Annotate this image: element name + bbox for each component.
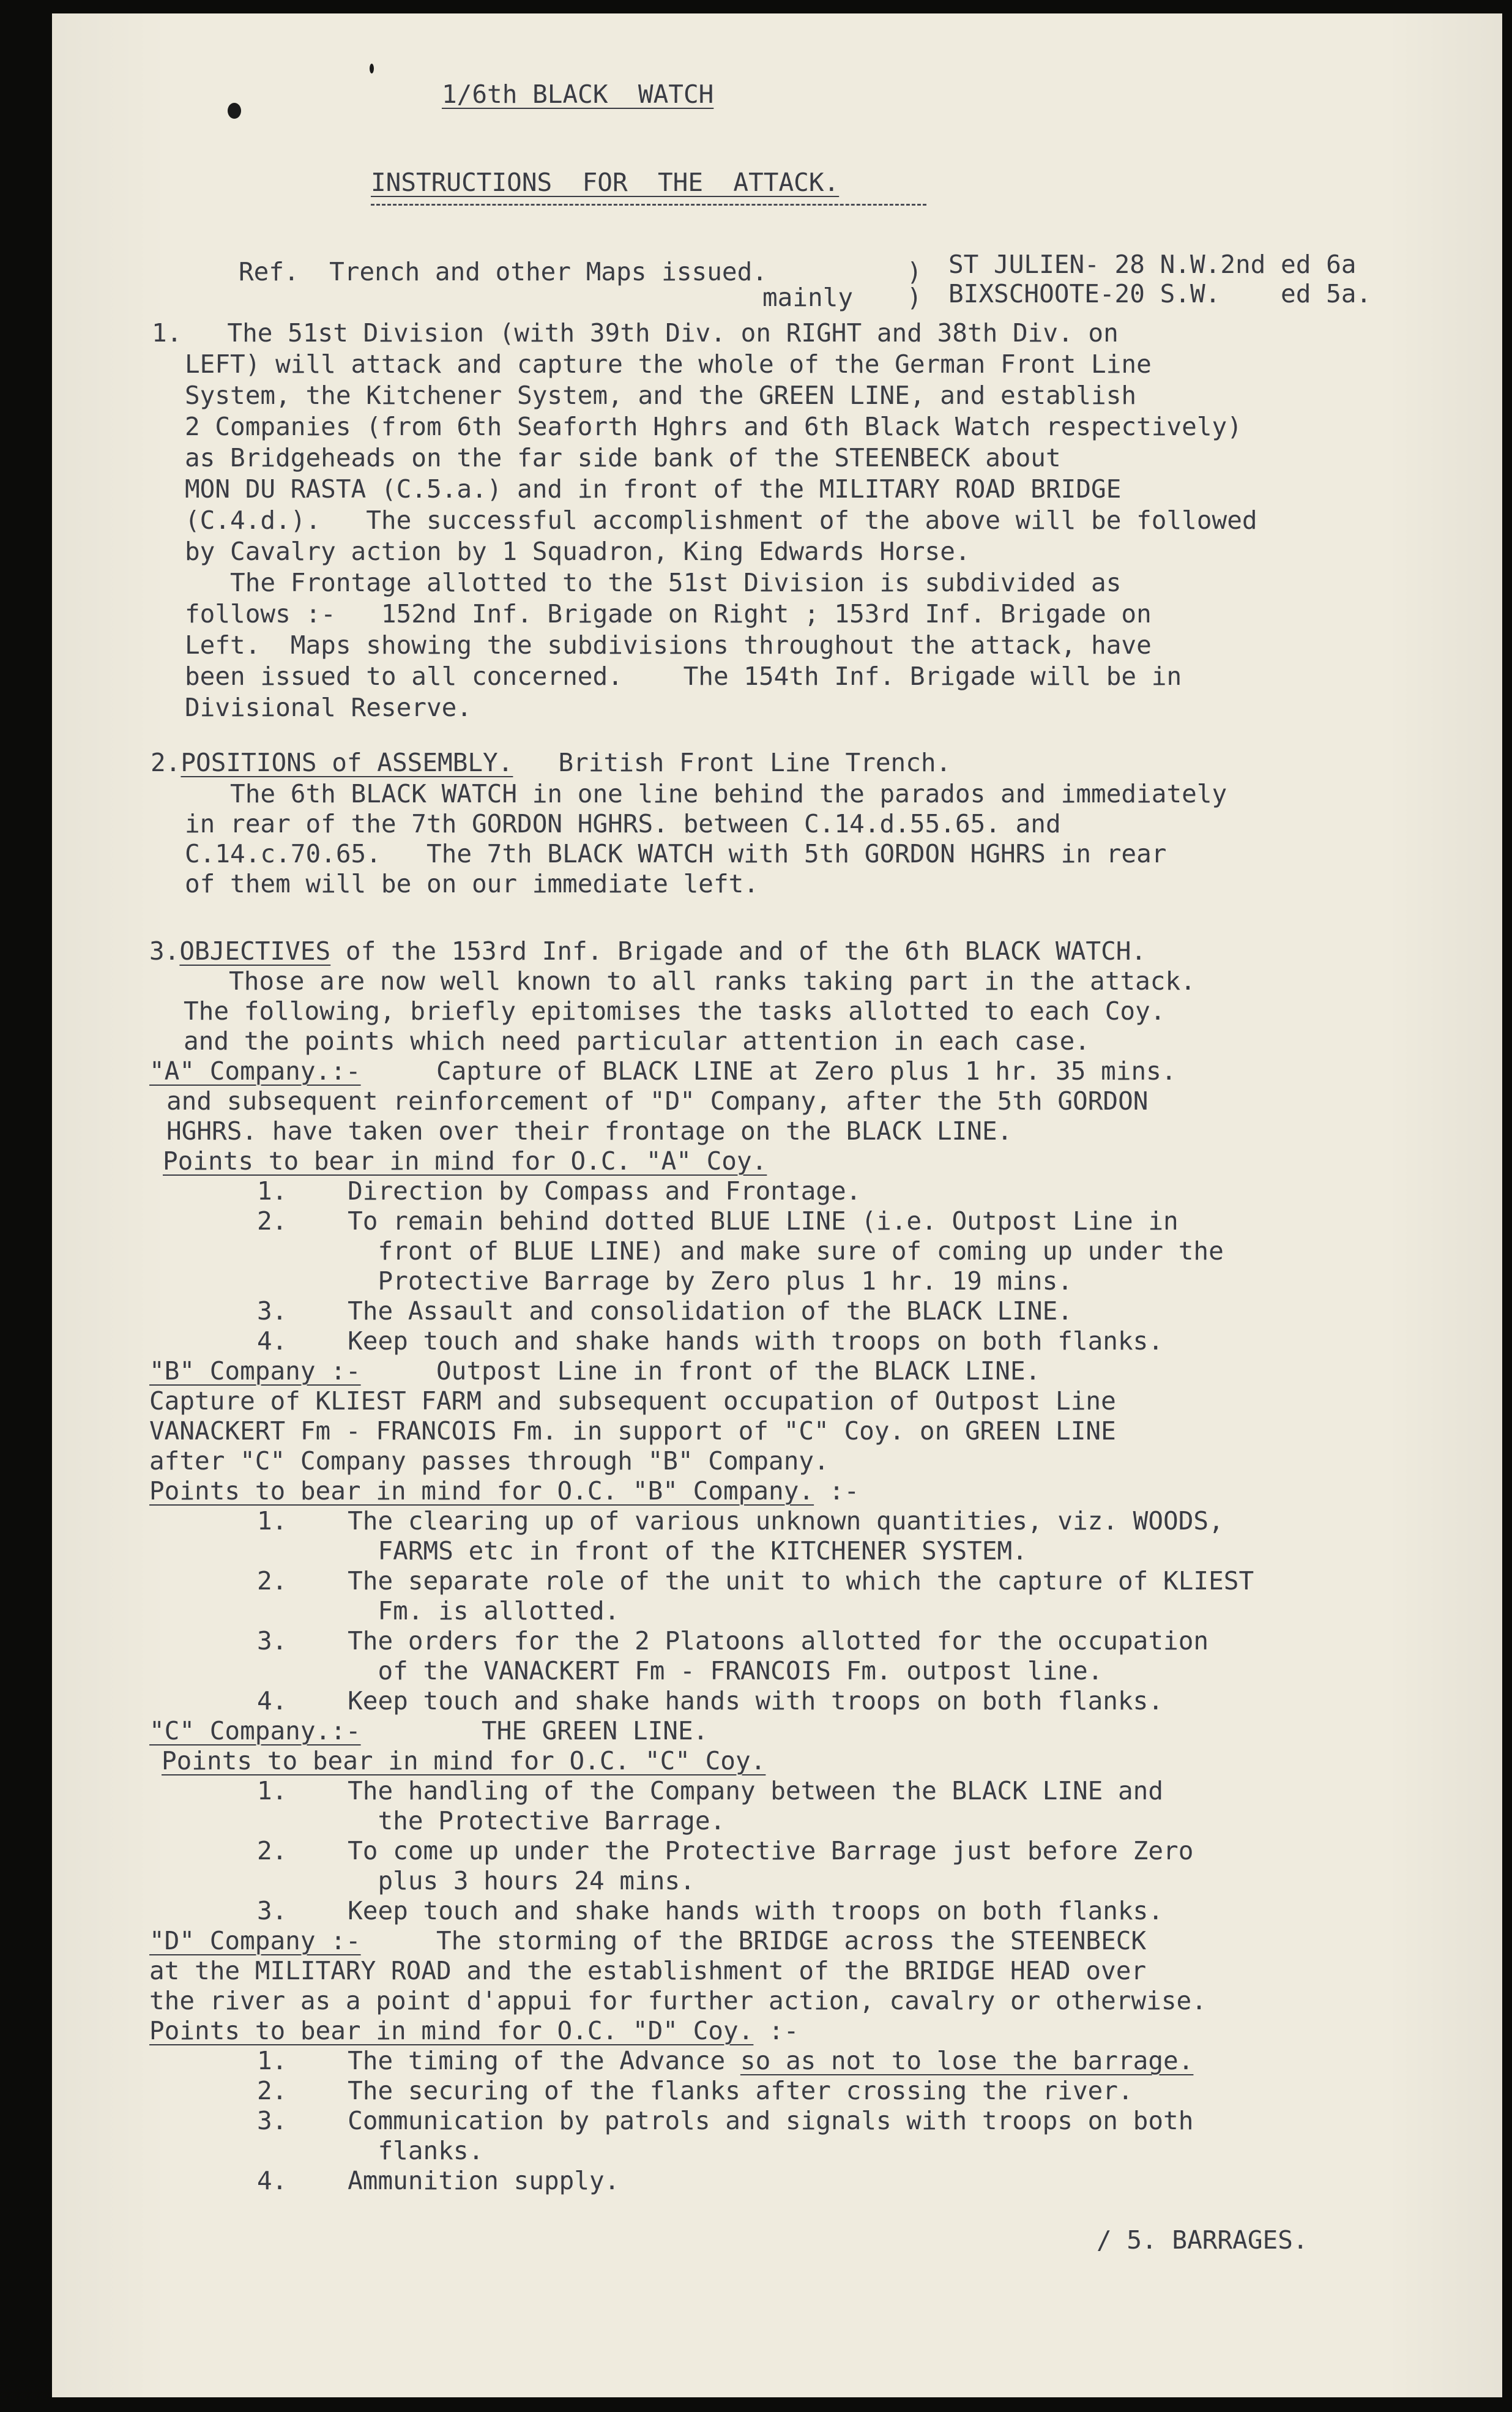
b-point: 2. The separate role of the unit to which the capture of KLIEST (257, 1566, 1254, 1596)
b-point: of the VANACKERT Fm - FRANCOIS Fm. outpost line. (257, 1656, 1103, 1686)
section-1-line: 1. The 51st Division (with 39th Div. on RIGHT and 38th Div. on (152, 318, 1119, 348)
ink-blot (370, 64, 374, 73)
b-company-line: VANACKERT Fm - FRANCOIS Fm. in support of "C" Coy. on GREEN LINE (149, 1416, 1116, 1446)
c-point: 3. Keep touch and shake hands with troops on both flanks. (257, 1896, 1164, 1925)
b-point: 1. The clearing up of various unknown quantities, viz. WOODS, (257, 1506, 1224, 1536)
d-point: 4. Ammunition supply. (257, 2166, 620, 2195)
b-company-line: Capture of KLIEST FARM and subsequent occupation of Outpost Line (149, 1386, 1116, 1416)
d-company-points-heading (149, 2016, 799, 2046)
brace: ) (907, 257, 922, 286)
next-section-marker: / 5. BARRAGES. (1097, 2225, 1308, 2255)
b-point: 4. Keep touch and shake hands with troops on both flanks. (257, 1686, 1164, 1716)
section-1-line: 2 Companies (from 6th Seaforth Hghrs and 6th Black Watch respectively) (185, 412, 1242, 441)
section-1-line: MON DU RASTA (C.5.a.) and in front of the MILITARY ROAD BRIDGE (185, 474, 1122, 504)
b-point: FARMS etc in front of the KITCHENER SYSTEM. (257, 1536, 1027, 1566)
a-point: 1. Direction by Compass and Frontage. (257, 1176, 862, 1206)
section-1-line: LEFT) will attack and capture the whole of the German Front Line (185, 349, 1152, 379)
ref-label: Ref. Trench and other Maps issued. (239, 257, 767, 286)
d-point: 3. Communication by patrols and signals with troops on both (257, 2106, 1194, 2135)
a-company-line: and subsequent reinforcement of "D" Company, after the 5th GORDON (166, 1086, 1149, 1116)
points-tail: :- (753, 2016, 799, 2045)
document-title: INSTRUCTIONS FOR THE ATTACK. (371, 168, 840, 197)
section-3-intro: and the points which need particular attention in each case. (184, 1026, 1090, 1056)
d-point (257, 2046, 1193, 2076)
a-point: front of BLUE LINE) and make sure of coming up under the (257, 1236, 1224, 1266)
section-1-line: (C.4.d.). The successful accomplishment of the above will be followed (185, 506, 1257, 535)
section-1-line: as Bridgeheads on the far side bank of the STEENBECK about (185, 443, 1061, 472)
b-point: Fm. is allotted. (257, 1596, 620, 1626)
section-2-line: of them will be on our immediate left. (185, 869, 759, 898)
section-heading: POSITIONS of ASSEMBLY. (181, 748, 513, 777)
d-point-text: 1. The timing of the Advance (257, 2046, 740, 2075)
section-1-line: by Cavalry action by 1 Squadron, King Edwards Horse. (185, 537, 970, 566)
a-point: Protective Barrage by Zero plus 1 hr. 19 mins. (257, 1266, 1073, 1296)
points-label: Points to bear in mind for O.C. "B" Company. (149, 1476, 814, 1506)
section-3-intro: The following, briefly epitomises the tasks allotted to each Coy. (184, 996, 1166, 1026)
c-point: 2. To come up under the Protective Barrage just before Zero (257, 1836, 1194, 1865)
company-task: The storming of the BRIDGE across the STEENBECK (360, 1926, 1147, 1955)
company-task: THE GREEN LINE. (360, 1716, 709, 1746)
points-tail: :- (814, 1476, 860, 1506)
c-company-points-label: Points to bear in mind for O.C. "C" Coy. (162, 1746, 766, 1775)
title-rule (371, 204, 926, 206)
section-1-line: been issued to all concerned. The 154th Inf. Brigade will be in (185, 662, 1182, 691)
b-company-points-heading (149, 1476, 859, 1506)
company-label: "B" Company :- (149, 1356, 361, 1386)
d-point-underlined: so as not to lose the barrage. (740, 2046, 1194, 2075)
brace: ) (907, 283, 922, 312)
ref-map-1: ST JULIEN- 28 N.W.2nd ed 6a (948, 250, 1357, 279)
unit-title: 1/6th BLACK WATCH (442, 80, 714, 109)
a-company-heading (149, 1056, 1177, 1086)
section-heading-rest: British Front Line Trench. (513, 748, 952, 777)
d-company-heading (149, 1926, 1146, 1956)
ref-map-2: BIXSCHOOTE-20 S.W. ed 5a. (948, 279, 1372, 308)
company-task: Outpost Line in front of the BLACK LINE. (360, 1356, 1041, 1386)
section-2-line: C.14.c.70.65. The 7th BLACK WATCH with 5th GORDON HGHRS in rear (185, 839, 1167, 868)
points-label: Points to bear in mind for O.C. "D" Coy. (149, 2016, 754, 2045)
d-point: 2. The securing of the flanks after crossing the river. (257, 2076, 1133, 2105)
d-point: flanks. (257, 2136, 484, 2165)
section-1-line: The Frontage allotted to the 51st Division is subdivided as (185, 568, 1122, 597)
c-point: plus 3 hours 24 mins. (257, 1866, 695, 1895)
b-company-heading (149, 1356, 1040, 1386)
section-heading-rest: of the 153rd Inf. Brigade and of the 6th BLACK WATCH. (330, 936, 1147, 966)
section-3-heading (149, 936, 1146, 966)
company-label: "C" Company.:- (149, 1716, 361, 1746)
section-1-line: follows :- 152nd Inf. Brigade on Right ; 153rd Inf. Brigade on (185, 599, 1152, 629)
section-number: 3. (149, 936, 180, 966)
company-task: Capture of BLACK LINE at Zero plus 1 hr. 35 mins. (360, 1056, 1177, 1086)
section-3-intro: Those are now well known to all ranks taking part in the attack. (184, 966, 1196, 996)
b-point: 3. The orders for the 2 Platoons allotted for the occupation (257, 1626, 1209, 1656)
c-point: the Protective Barrage. (257, 1806, 726, 1835)
section-2-heading (151, 748, 951, 778)
ref-mainly: mainly (762, 283, 854, 312)
company-label: "D" Company :- (149, 1926, 361, 1955)
section-1-line: Left. Maps showing the subdivisions throughout the attack, have (185, 630, 1152, 660)
section-2-line: The 6th BLACK WATCH in one line behind the parados and immediately (185, 779, 1227, 808)
a-point: 4. Keep touch and shake hands with troops on both flanks. (257, 1326, 1164, 1356)
b-company-line: after "C" Company passes through "B" Company. (149, 1446, 829, 1476)
company-label: "A" Company.:- (149, 1056, 361, 1086)
c-point: 1. The handling of the Company between the BLACK LINE and (257, 1776, 1164, 1805)
section-1-line: Divisional Reserve. (185, 693, 472, 722)
a-point: 3. The Assault and consolidation of the BLACK LINE. (257, 1296, 1073, 1326)
ink-blot (228, 103, 241, 119)
d-company-line: at the MILITARY ROAD and the establishment of the BRIDGE HEAD over (149, 1956, 1147, 1985)
section-2-line: in rear of the 7th GORDON HGHRS. between C.14.d.55.65. and (185, 809, 1061, 838)
section-heading: OBJECTIVES (179, 936, 331, 966)
a-company-line: HGHRS. have taken over their frontage on the BLACK LINE. (166, 1116, 1013, 1146)
a-point: 2. To remain behind dotted BLUE LINE (i.e. Outpost Line in (257, 1206, 1179, 1236)
section-number: 2. (151, 748, 181, 777)
a-company-points-label: Points to bear in mind for O.C. "A" Coy. (163, 1146, 767, 1176)
d-company-line: the river as a point d'appui for further action, cavalry or otherwise. (149, 1986, 1207, 2015)
c-company-heading (149, 1716, 708, 1746)
section-1-line: System, the Kitchener System, and the GREEN LINE, and establish (185, 381, 1137, 410)
